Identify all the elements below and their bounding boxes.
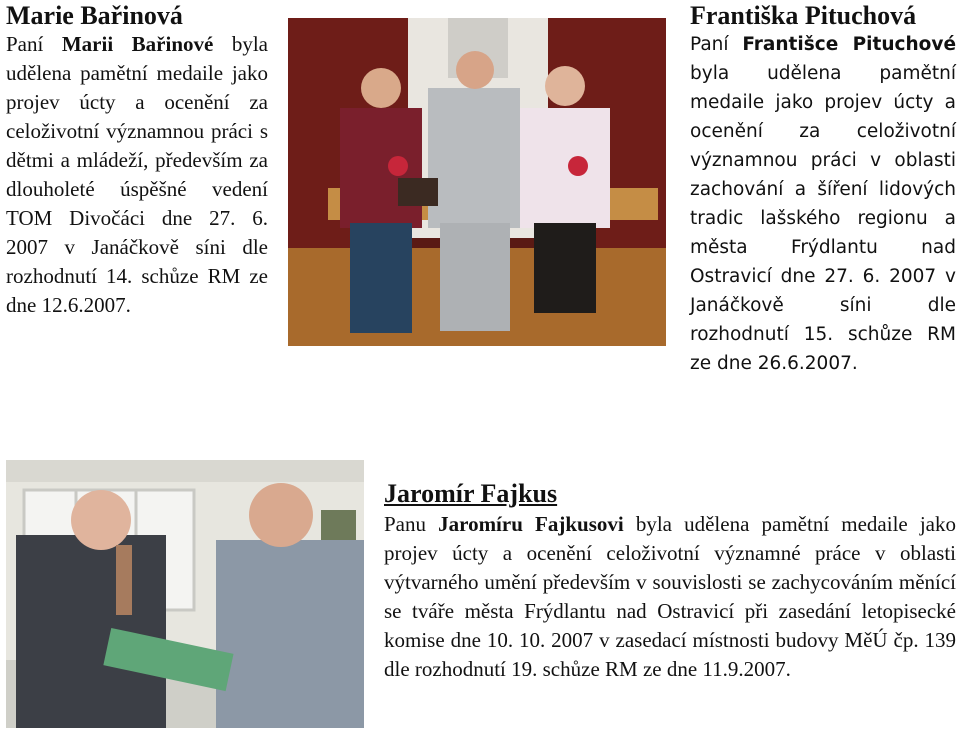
article-body: Paní Marii Bařinové byla udělena pamětní medaile jako projev úcty a ocenění za celoživotní významnou práci s dětmi a mládeží, především za dlouholeté úspěšné vedení TOM Divočáci dne 27. 6. 2007 v Janáčkově síni dle rozhodnutí 14. schůze RM ze dne 12.6.2007. bbox=[6, 32, 268, 317]
bottom-article bbox=[384, 480, 956, 684]
recipient-name: Františce Pituchové bbox=[742, 34, 956, 55]
article-heading: Jaromír Fajkus bbox=[384, 479, 558, 508]
article-body: Paní Františce Pituchové byla udělena pamětní medaile jako projev úcty a ocenění za celoživotní významnou práci v oblasti zachování a šíření lidových tradic lašského regionu a města Frýdlantu nad Ostravicí dne 27. 6. 2007 v Janáčkově síni dle rozhodnutí 15. schůze RM ze dne 26.6.2007. bbox=[690, 34, 956, 374]
article-heading: Františka Pituchová bbox=[690, 1, 917, 30]
ceremony-photo-handover bbox=[6, 460, 364, 728]
recipient-name: Marii Bařinové bbox=[61, 32, 214, 56]
right-article bbox=[690, 2, 956, 378]
ceremony-photo-group bbox=[288, 18, 666, 346]
article-body: Panu Jaromíru Fajkusovi byla udělena pamětní medaile jako projev úcty a ocenění celoživotní významné práce v oblasti výtvarného umění především v souvislosti se zachycováním měnící se tváře města Frýdlantu nad Ostravicí při zasedání letopisecké komise dne 10. 10. 2007 v zasedací místnosti budovy MěÚ čp. 139 dle rozhodnutí 19. schůze RM ze dne 11.9.2007. bbox=[384, 512, 957, 681]
article-heading: Marie Bařinová bbox=[6, 1, 183, 30]
recipient-name: Jaromíru Fajkusovi bbox=[438, 512, 624, 536]
left-article bbox=[6, 2, 268, 320]
